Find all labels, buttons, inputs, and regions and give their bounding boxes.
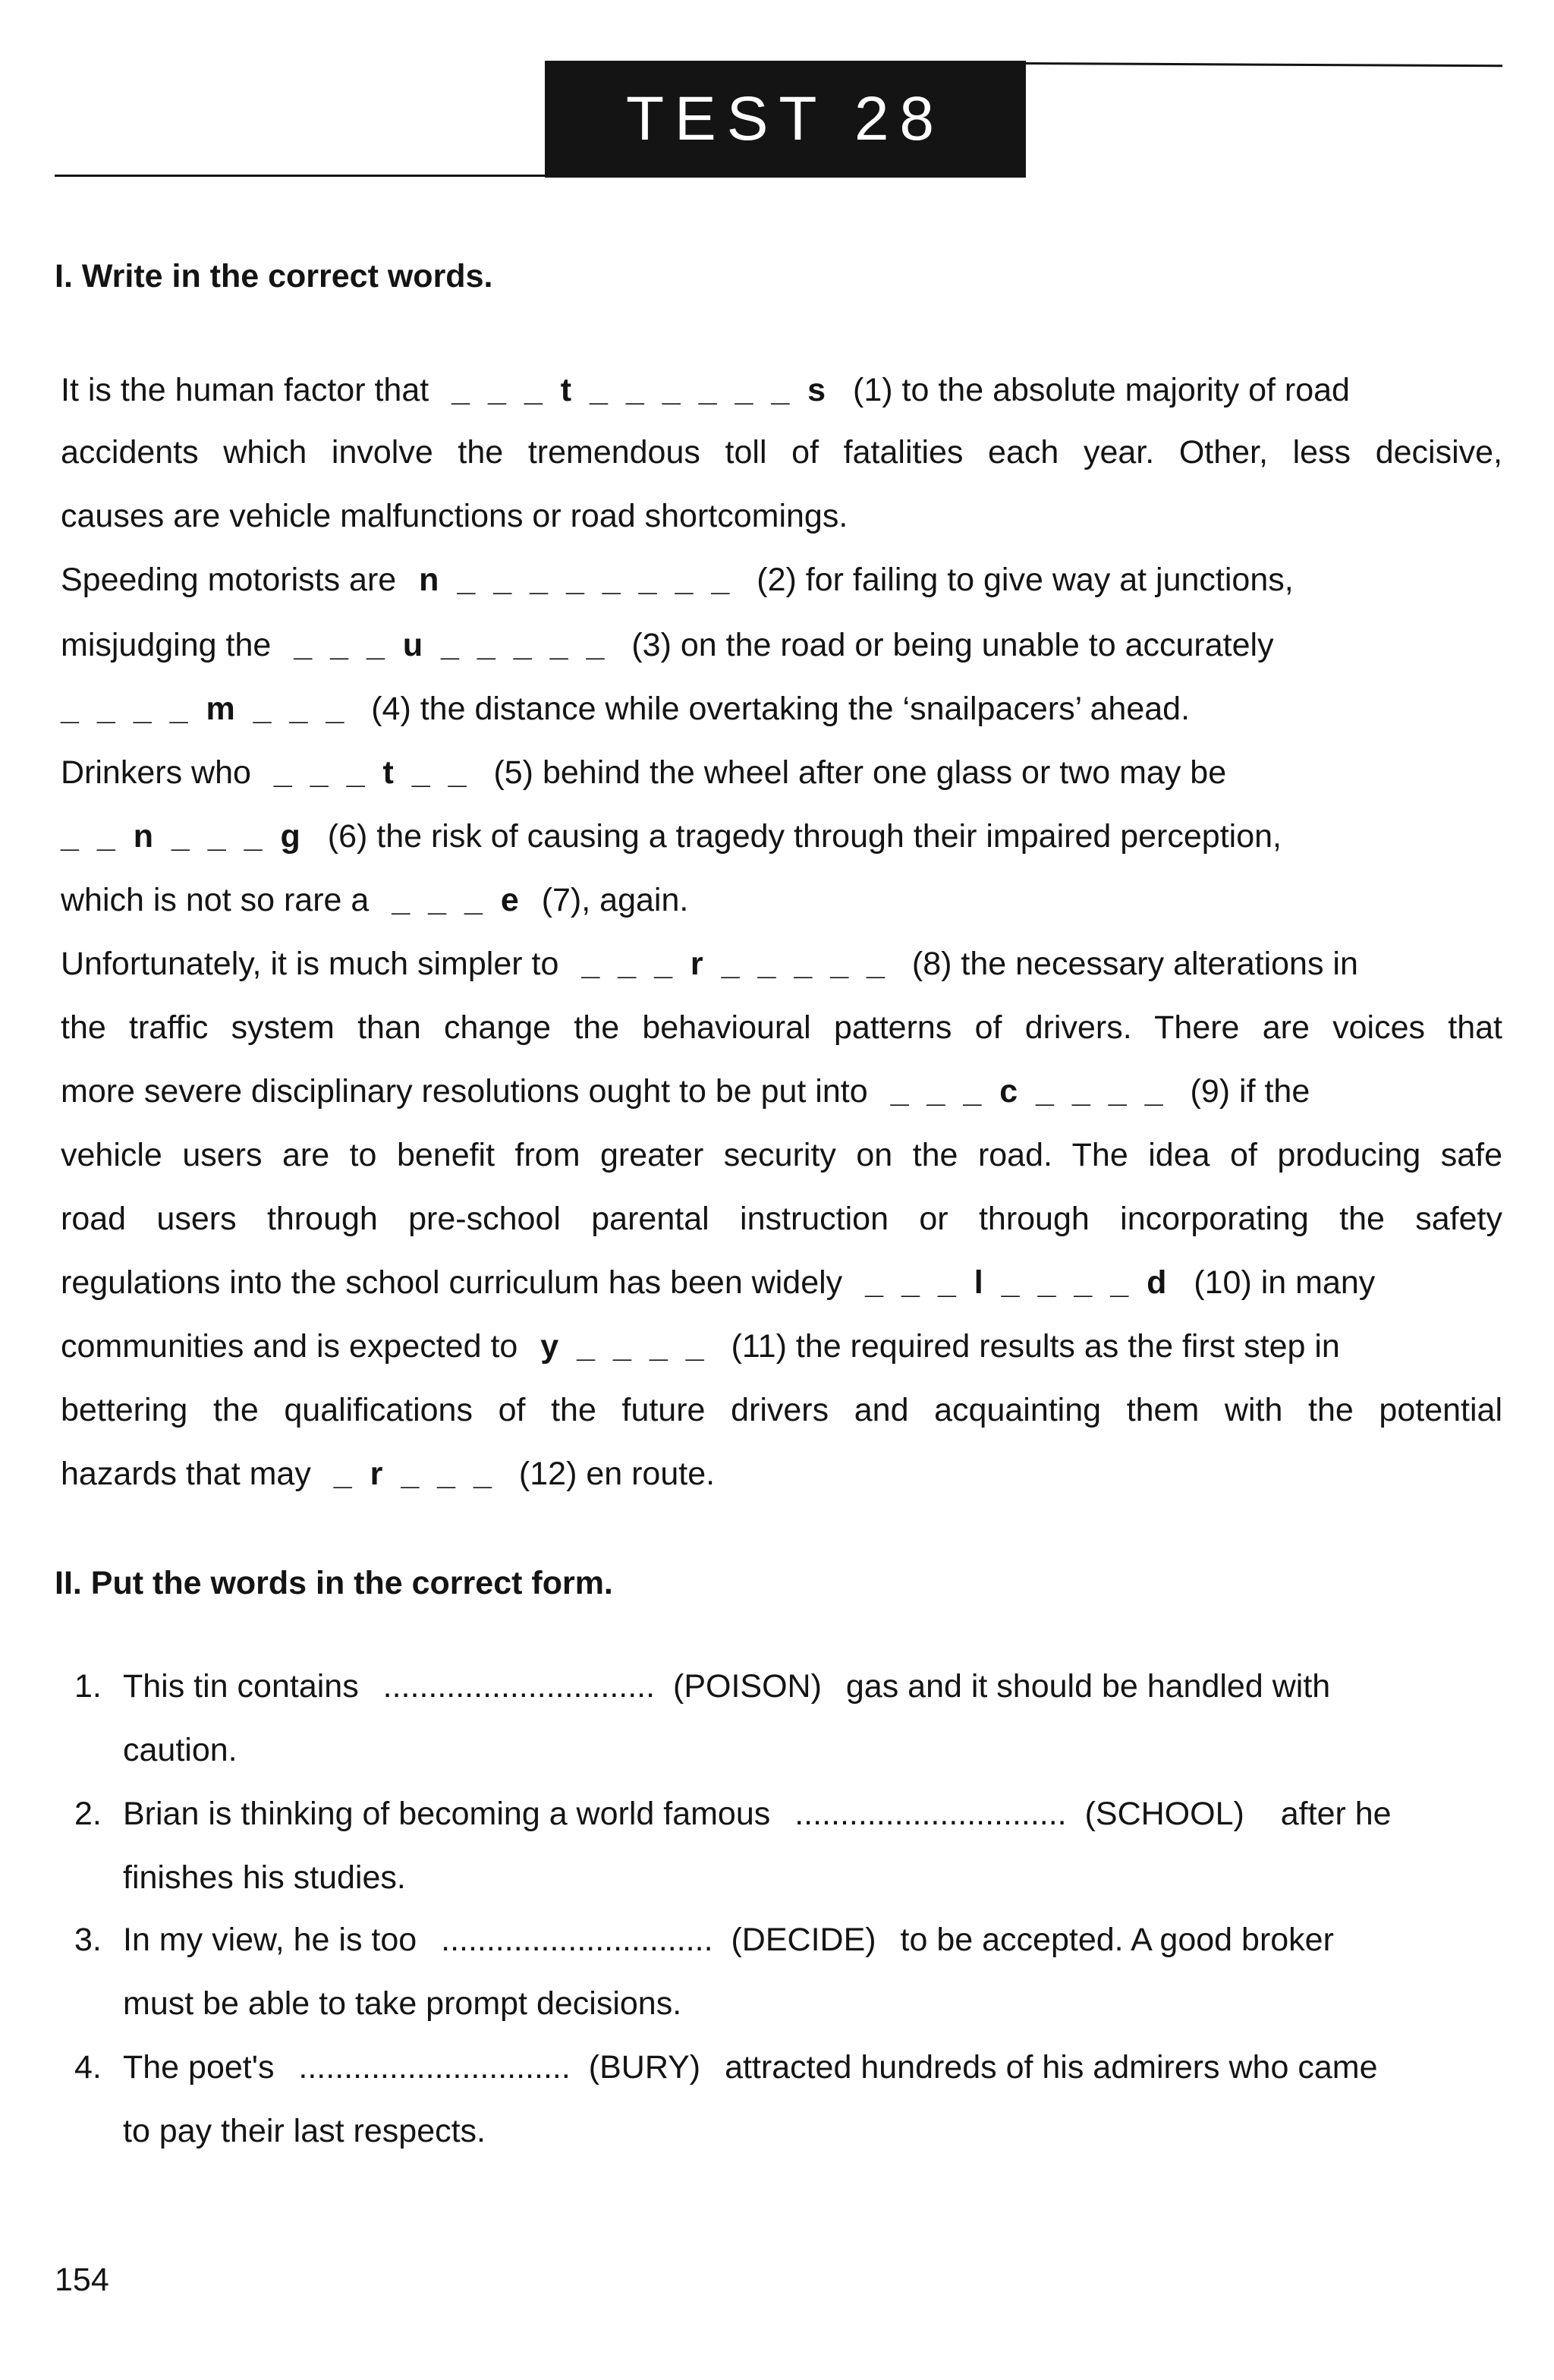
- answer-gap: ..............................: [441, 1922, 713, 1958]
- test-title: TEST 28: [545, 61, 1026, 178]
- word-prompt: (SCHOOL): [1084, 1796, 1244, 1832]
- gap-4: _ _ _ _ m _ _ _: [61, 691, 349, 727]
- answer-gap: ..............................: [794, 1796, 1067, 1832]
- paragraph-line: Unfortunately, it is much simpler to _ _ _ r _ _ _ _ _ (8) the necessary alterations in: [61, 946, 1358, 982]
- gap-12: _ r _ _ _: [333, 1456, 496, 1492]
- paragraph-line: hazards that may _ r _ _ _ (12) en route.: [61, 1456, 716, 1492]
- gap-10: _ _ _ l _ _ _ _ d: [865, 1264, 1172, 1301]
- paragraph-line: vehicle users are to benefit from greater security on the road. The idea of producing safe: [61, 1137, 1502, 1173]
- paragraph-line: which is not so rare a _ _ _ e (7), again.: [61, 882, 689, 918]
- section-1-heading: I. Write in the correct words.: [55, 258, 493, 294]
- paragraph-line: road users through pre-school parental instruction or through incorporating the safety: [61, 1201, 1502, 1237]
- paragraph-line: regulations into the school curriculum has been widely _ _ _ l _ _ _ _ d (10) in many: [61, 1264, 1376, 1301]
- gap-8: _ _ _ r _ _ _ _ _: [581, 946, 889, 982]
- gap-7: _ _ _ e: [392, 882, 524, 918]
- gap-2: n _ _ _ _ _ _ _ _: [419, 562, 735, 598]
- gap-9: _ _ _ c _ _ _ _: [890, 1073, 1168, 1110]
- paragraph-line: misjudging the _ _ _ u _ _ _ _ _ (3) on the road or being unable to accurately: [61, 627, 1274, 663]
- gap-3: _ _ _ u _ _ _ _ _: [294, 627, 609, 663]
- paragraph-line: It is the human factor that _ _ _ t _ _ _ _ _ _ s (1) to the absolute majority of road: [61, 372, 1350, 408]
- paragraph-line: causes are vehicle malfunctions or road shortcomings.: [61, 498, 848, 534]
- answer-gap: ..............................: [382, 1668, 656, 1705]
- page-number: 154: [55, 2262, 109, 2298]
- paragraph-line: more severe disciplinary resolutions ought to be put into _ _ _ c _ _ _ _ (9) if the: [61, 1073, 1310, 1110]
- paragraph-line: communities and is expected to y _ _ _ _ (11) the required results as the first step in: [61, 1328, 1340, 1365]
- gap-11: y _ _ _ _: [540, 1328, 709, 1365]
- gap-5: _ _ _ t _ _: [273, 754, 471, 791]
- gap-1: _ _ _ t _ _ _ _ _ _ s: [451, 372, 831, 408]
- paragraph-line: bettering the qualifications of the future drivers and acquainting them with the potential: [61, 1392, 1502, 1428]
- answer-gap: ..............................: [298, 2049, 571, 2086]
- paragraph-line: _ _ _ _ m _ _ _ (4) the distance while overtaking the ‘snailpacers’ ahead.: [61, 691, 1191, 727]
- paragraph-line: _ _ n _ _ _ g (6) the risk of causing a tragedy through their impaired perception,: [61, 818, 1282, 855]
- section-2-heading: II. Put the words in the correct form.: [55, 1565, 613, 1601]
- paragraph-line: the traffic system than change the behavioural patterns of drivers. There are voices that: [61, 1009, 1502, 1046]
- paragraph-line: Speeding motorists are n _ _ _ _ _ _ _ _ (2) for failing to give way at junctions,: [61, 562, 1294, 598]
- gap-6: _ _ n _ _ _ g: [61, 818, 305, 855]
- header-rule-right: [1024, 62, 1502, 67]
- paragraph-line: Drinkers who _ _ _ t _ _ (5) behind the wheel after one glass or two may be: [61, 754, 1227, 791]
- word-prompt: (BURY): [588, 2049, 701, 2086]
- header-rule-left: [55, 175, 548, 177]
- word-prompt: (DECIDE): [731, 1922, 876, 1958]
- paragraph-line: accidents which involve the tremendous toll of fatalities each year. Other, less decisive,: [61, 434, 1502, 471]
- word-prompt: (POISON): [673, 1668, 822, 1705]
